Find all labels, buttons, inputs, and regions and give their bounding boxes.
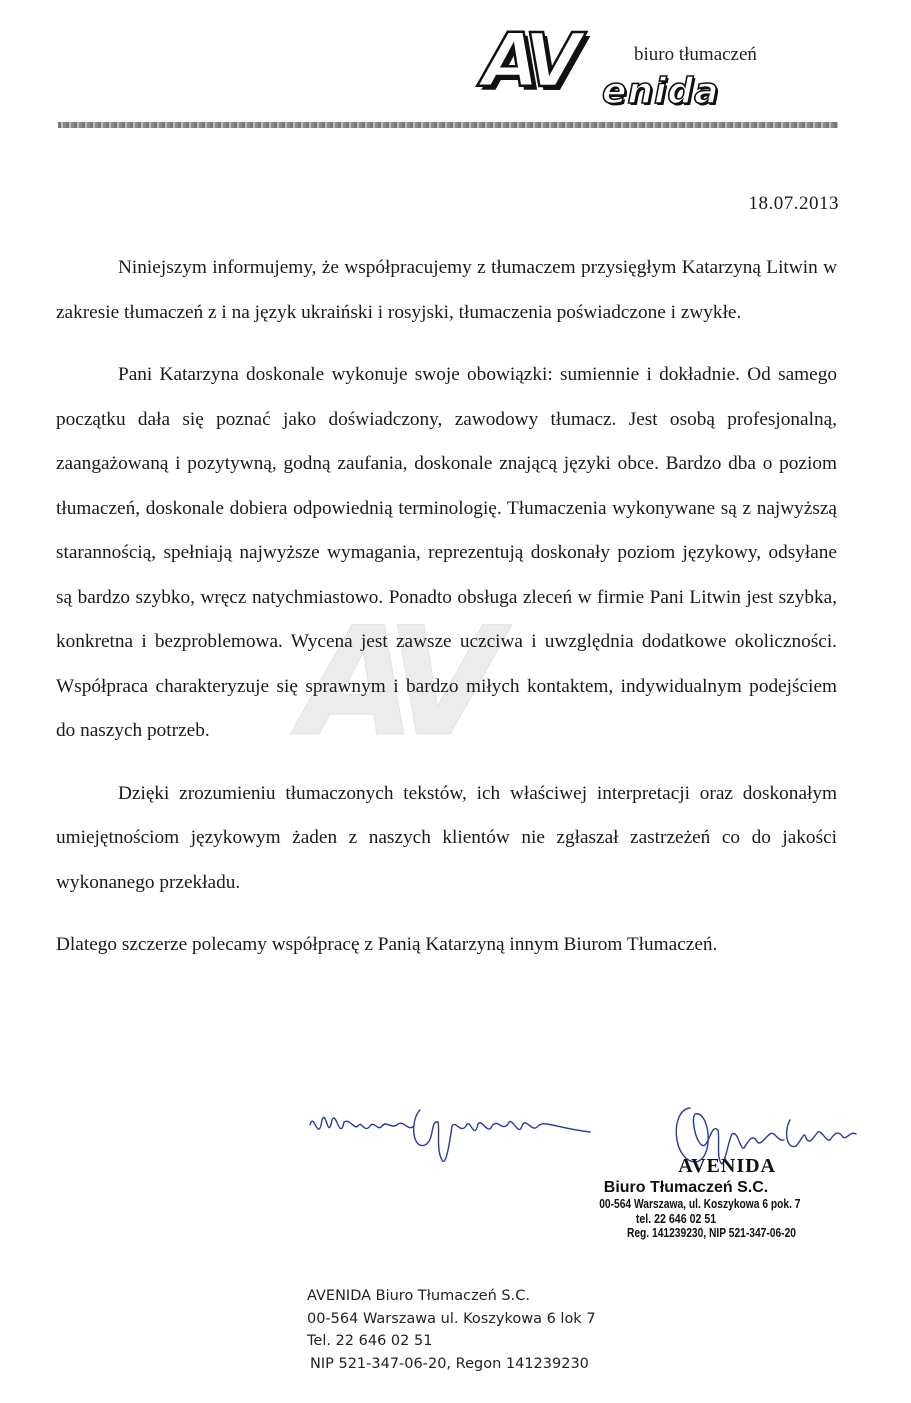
signature-1 (310, 1110, 590, 1161)
paragraph-1: Niniejszym informujemy, że współpracujemy z tłumaczem przysięgłym Katarzyną Litwin w zakresie tłumaczeń z i na język ukraiński i rosyjski, tłumaczenia poświadczone i zwykłe. (56, 257, 837, 323)
stamp-phone: tel. 22 646 02 51 (635, 1212, 717, 1226)
footer-company: AVENIDA Biuro Tłumaczeń S.C. (307, 1288, 530, 1304)
logo-tagline: biuro tłumaczeń (634, 44, 757, 65)
footer-tax-ids: NIP 521-347-06-20, Regon 141239230 (310, 1355, 589, 1372)
letter-body (56, 246, 837, 986)
stamp-company-name: AVENIDA (678, 1155, 776, 1177)
footer-street: 00-564 Warszawa ul. Koszykowa 6 lok 7 (307, 1310, 596, 1327)
stamp-company-type: Biuro Tłumaczeń S.C. (603, 1179, 769, 1196)
watermark-logo: AV (300, 596, 482, 770)
footer-address (307, 1285, 596, 1375)
paragraph-2: Pani Katarzyna doskonale wykonuje swoje obowiązki: sumiennie i dokładnie. Od samego początku dała się poznać jako doświadczony, zawodowy tłumacz. Jest osobą profesjonalną, zaangażowaną i pozytywną, godną zaufania, doskonale znającą języki obce. Bardzo dba o poziom tłumaczeń, doskonale dobiera odpowiednią terminologię. Tłumaczenia wykonywane są z najwyższą starannością, spełniają najwyższe wymagania, reprezentują doskonały poziom językowy, odsyłane są bardzo szybko, wręcz natychmiastowo. Ponadto obsługa zleceń w firmie Pani Litwin jest szybka, konkretna i bezproblemowa. Wycena jest zawsze uczciwa i uwzględnia dodatkowe okoliczności. Współpraca charakteryzuje się sprawnym i bardzo miłych kontaktem, indywidualnym podejściem do naszych potrzeb. (56, 364, 837, 741)
company-logo (482, 18, 772, 115)
stamp-registration: Reg. 141239230, NIP 521-347-06-20 (626, 1226, 796, 1240)
header-divider (58, 122, 838, 128)
letter-date: 18.07.2013 (748, 193, 839, 214)
closing-sentence: Dlatego szczerze polecamy współpracę z Panią Katarzyną innym Biurom Tłumaczeń. (56, 934, 718, 955)
logo-letters: AV (482, 18, 572, 104)
company-stamp (556, 1154, 801, 1241)
paragraph-3: Dzięki zrozumieniu tłumaczonych tekstów, ich właściwej interpretacji oraz doskonałym umiejętnościom językowym żaden z naszych klientów nie zgłaszał zastrzeżeń co do jakości wykonanego przekładu. (56, 782, 837, 893)
logo-script: enida (602, 71, 720, 112)
stamp-address: 00-564 Warszawa, ul. Koszykowa 6 pok. 7 (599, 1197, 801, 1211)
footer-phone: Tel. 22 646 02 51 (307, 1333, 433, 1349)
